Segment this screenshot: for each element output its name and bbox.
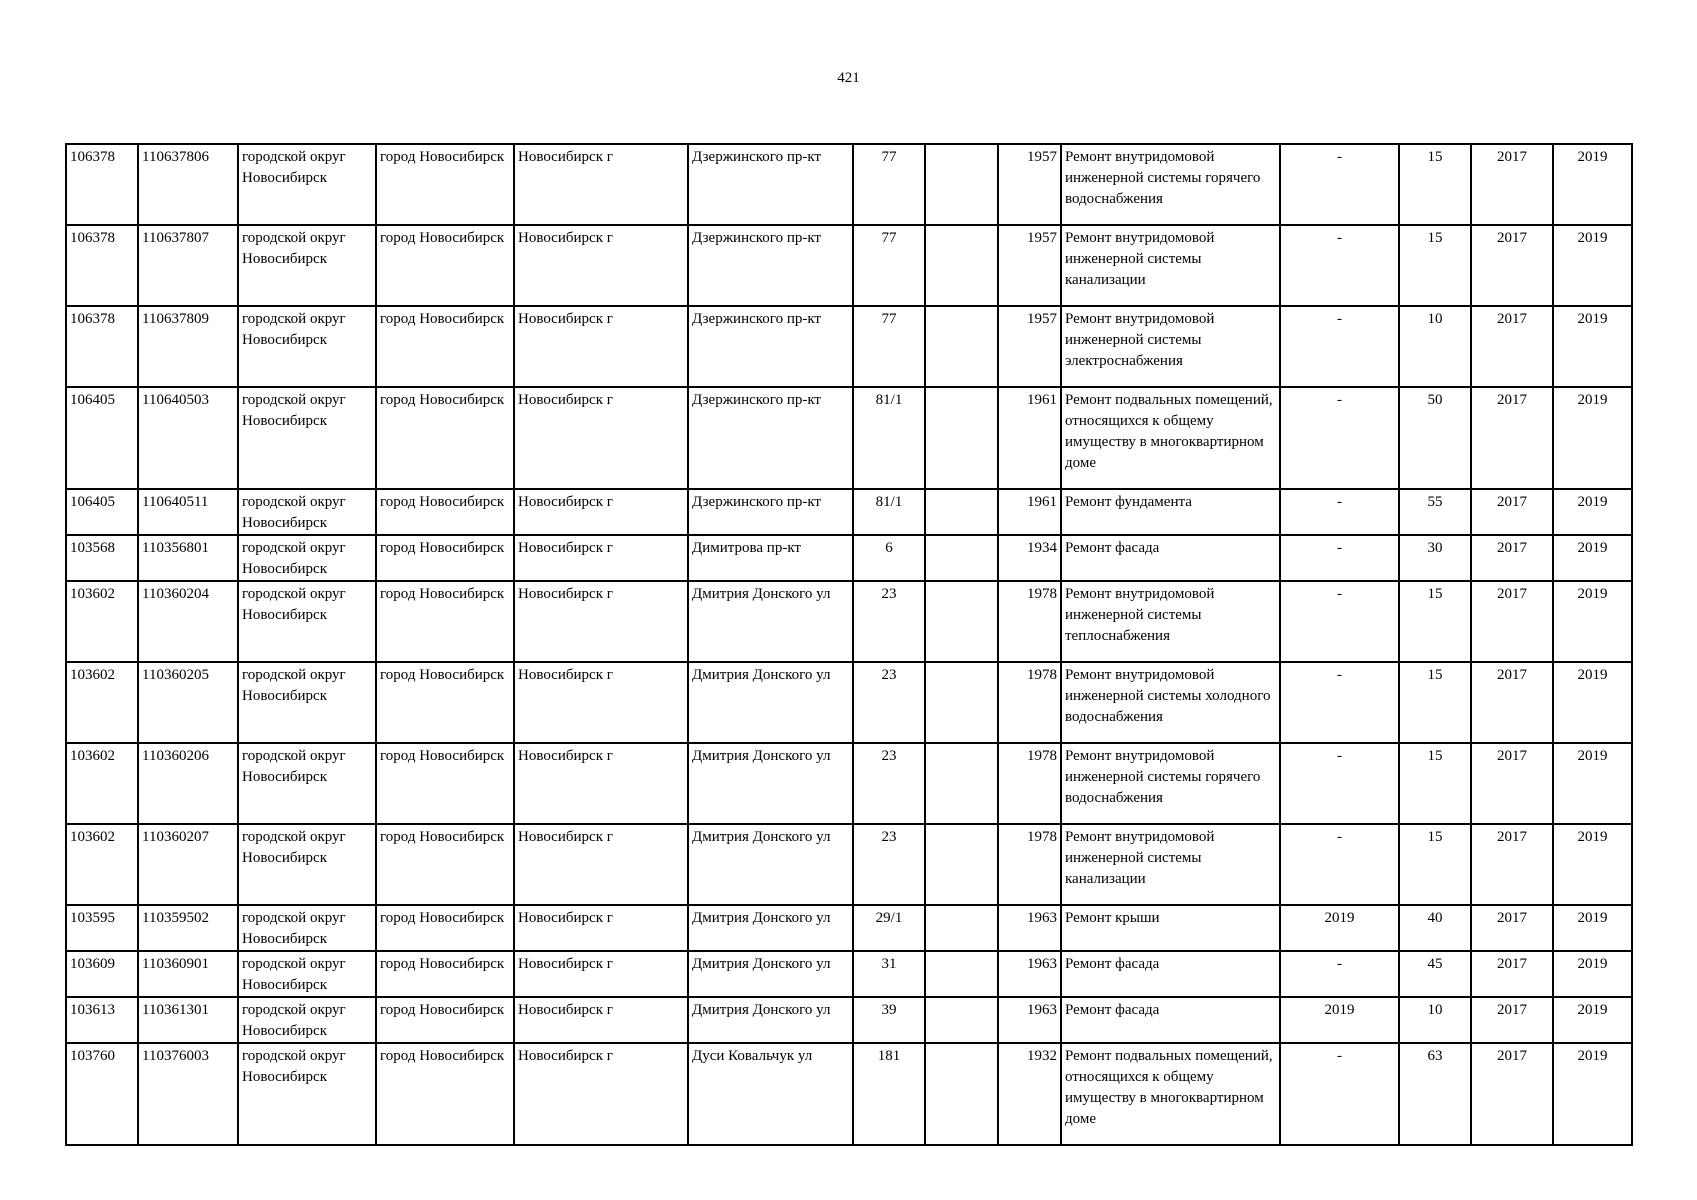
cell-build-year: 1957 (998, 144, 1061, 225)
cell-building (925, 905, 998, 951)
cell-value: 55 (1399, 489, 1471, 535)
cell-work-id: 110360901 (138, 951, 238, 997)
cell-municipal-district: городской округ Новосибирск (238, 743, 376, 824)
cell-work-id: 110637809 (138, 306, 238, 387)
cell-house-id: 103602 (66, 743, 138, 824)
table-row (66, 905, 1632, 951)
cell-settlement: город Новосибирск (376, 662, 514, 743)
cell-municipal-district: городской округ Новосибирск (238, 387, 376, 489)
cell-value: 15 (1399, 743, 1471, 824)
table-row (66, 997, 1632, 1043)
cell-municipal-district: городской округ Новосибирск (238, 662, 376, 743)
cell-last-repair-year: - (1280, 581, 1399, 662)
table-body (66, 144, 1632, 1145)
cell-building (925, 535, 998, 581)
cell-street: Димитрова пр-кт (688, 535, 853, 581)
cell-work-id: 110361301 (138, 997, 238, 1043)
cell-work-id: 110360204 (138, 581, 238, 662)
cell-house-number: 81/1 (853, 387, 925, 489)
cell-settlement: город Новосибирск (376, 743, 514, 824)
cell-period-end: 2019 (1553, 743, 1632, 824)
cell-house-number: 77 (853, 306, 925, 387)
cell-locality: Новосибирск г (514, 997, 688, 1043)
cell-work-id: 110360205 (138, 662, 238, 743)
cell-house-id: 106378 (66, 306, 138, 387)
cell-settlement: город Новосибирск (376, 997, 514, 1043)
cell-period-end: 2019 (1553, 1043, 1632, 1145)
table-row (66, 387, 1632, 489)
cell-building (925, 306, 998, 387)
cell-house-id: 106378 (66, 225, 138, 306)
cell-last-repair-year: - (1280, 489, 1399, 535)
cell-last-repair-year: 2019 (1280, 905, 1399, 951)
cell-value: 63 (1399, 1043, 1471, 1145)
cell-house-id: 103760 (66, 1043, 138, 1145)
table-row (66, 662, 1632, 743)
cell-settlement: город Новосибирск (376, 1043, 514, 1145)
cell-work-id: 110359502 (138, 905, 238, 951)
cell-municipal-district: городской округ Новосибирск (238, 535, 376, 581)
cell-work-type: Ремонт внутридомовой инженерной системы канализации (1061, 824, 1280, 905)
cell-period-start: 2017 (1471, 225, 1553, 306)
cell-municipal-district: городской округ Новосибирск (238, 581, 376, 662)
cell-building (925, 581, 998, 662)
cell-period-end: 2019 (1553, 905, 1632, 951)
cell-house-number: 6 (853, 535, 925, 581)
cell-building (925, 743, 998, 824)
cell-value: 15 (1399, 662, 1471, 743)
cell-work-type: Ремонт крыши (1061, 905, 1280, 951)
cell-locality: Новосибирск г (514, 951, 688, 997)
cell-build-year: 1932 (998, 1043, 1061, 1145)
cell-settlement: город Новосибирск (376, 387, 514, 489)
cell-work-type: Ремонт внутридомовой инженерной системы теплоснабжения (1061, 581, 1280, 662)
cell-street: Дмитрия Донского ул (688, 824, 853, 905)
cell-settlement: город Новосибирск (376, 144, 514, 225)
cell-period-end: 2019 (1553, 997, 1632, 1043)
cell-last-repair-year: - (1280, 743, 1399, 824)
cell-locality: Новосибирск г (514, 387, 688, 489)
table-row (66, 489, 1632, 535)
cell-period-end: 2019 (1553, 225, 1632, 306)
cell-settlement: город Новосибирск (376, 306, 514, 387)
cell-work-type: Ремонт фасада (1061, 951, 1280, 997)
cell-municipal-district: городской округ Новосибирск (238, 306, 376, 387)
cell-street: Дмитрия Донского ул (688, 905, 853, 951)
cell-period-end: 2019 (1553, 824, 1632, 905)
cell-build-year: 1963 (998, 905, 1061, 951)
table-row (66, 1043, 1632, 1145)
cell-last-repair-year: - (1280, 387, 1399, 489)
cell-work-type: Ремонт фундамента (1061, 489, 1280, 535)
cell-street: Дмитрия Донского ул (688, 581, 853, 662)
cell-value: 15 (1399, 824, 1471, 905)
cell-period-end: 2019 (1553, 144, 1632, 225)
cell-street: Дмитрия Донского ул (688, 997, 853, 1043)
cell-build-year: 1963 (998, 951, 1061, 997)
cell-locality: Новосибирск г (514, 824, 688, 905)
cell-build-year: 1978 (998, 581, 1061, 662)
cell-house-number: 23 (853, 743, 925, 824)
cell-period-start: 2017 (1471, 581, 1553, 662)
cell-municipal-district: городской округ Новосибирск (238, 905, 376, 951)
cell-period-start: 2017 (1471, 144, 1553, 225)
cell-house-number: 23 (853, 581, 925, 662)
cell-period-start: 2017 (1471, 535, 1553, 581)
cell-municipal-district: городской округ Новосибирск (238, 1043, 376, 1145)
cell-work-type: Ремонт внутридомовой инженерной системы канализации (1061, 225, 1280, 306)
cell-municipal-district: городской округ Новосибирск (238, 951, 376, 997)
cell-house-id: 103609 (66, 951, 138, 997)
cell-locality: Новосибирск г (514, 743, 688, 824)
cell-value: 45 (1399, 951, 1471, 997)
cell-locality: Новосибирск г (514, 581, 688, 662)
cell-work-type: Ремонт внутридомовой инженерной системы электроснабжения (1061, 306, 1280, 387)
table-row (66, 225, 1632, 306)
cell-house-number: 81/1 (853, 489, 925, 535)
cell-work-id: 110376003 (138, 1043, 238, 1145)
cell-building (925, 824, 998, 905)
cell-value: 10 (1399, 997, 1471, 1043)
cell-build-year: 1957 (998, 306, 1061, 387)
cell-period-end: 2019 (1553, 535, 1632, 581)
cell-house-number: 23 (853, 824, 925, 905)
cell-locality: Новосибирск г (514, 225, 688, 306)
cell-period-start: 2017 (1471, 662, 1553, 743)
cell-house-number: 23 (853, 662, 925, 743)
cell-house-id: 106405 (66, 387, 138, 489)
cell-building (925, 387, 998, 489)
cell-settlement: город Новосибирск (376, 225, 514, 306)
cell-street: Дзержинского пр-кт (688, 306, 853, 387)
table-row (66, 743, 1632, 824)
table-row (66, 581, 1632, 662)
cell-house-id: 103602 (66, 581, 138, 662)
cell-work-id: 110640503 (138, 387, 238, 489)
table-row (66, 951, 1632, 997)
cell-last-repair-year: - (1280, 225, 1399, 306)
cell-work-id: 110640511 (138, 489, 238, 535)
cell-work-id: 110360206 (138, 743, 238, 824)
cell-street: Дзержинского пр-кт (688, 387, 853, 489)
cell-house-id: 103568 (66, 535, 138, 581)
cell-last-repair-year: - (1280, 824, 1399, 905)
cell-value: 50 (1399, 387, 1471, 489)
table-row (66, 535, 1632, 581)
cell-settlement: город Новосибирск (376, 905, 514, 951)
cell-last-repair-year: - (1280, 306, 1399, 387)
cell-settlement: город Новосибирск (376, 489, 514, 535)
cell-house-id: 103602 (66, 824, 138, 905)
cell-locality: Новосибирск г (514, 1043, 688, 1145)
cell-period-start: 2017 (1471, 905, 1553, 951)
cell-build-year: 1934 (998, 535, 1061, 581)
cell-period-end: 2019 (1553, 387, 1632, 489)
cell-locality: Новосибирск г (514, 306, 688, 387)
cell-street: Дзержинского пр-кт (688, 489, 853, 535)
cell-house-id: 103595 (66, 905, 138, 951)
cell-locality: Новосибирск г (514, 535, 688, 581)
table-row (66, 144, 1632, 225)
cell-building (925, 951, 998, 997)
cell-house-number: 77 (853, 225, 925, 306)
cell-building (925, 225, 998, 306)
cell-period-start: 2017 (1471, 951, 1553, 997)
cell-period-start: 2017 (1471, 824, 1553, 905)
cell-street: Дмитрия Донского ул (688, 662, 853, 743)
cell-build-year: 1978 (998, 743, 1061, 824)
cell-period-start: 2017 (1471, 743, 1553, 824)
cell-build-year: 1961 (998, 489, 1061, 535)
cell-last-repair-year: - (1280, 951, 1399, 997)
cell-building (925, 662, 998, 743)
cell-municipal-district: городской округ Новосибирск (238, 824, 376, 905)
cell-street: Дмитрия Донского ул (688, 743, 853, 824)
cell-house-id: 103602 (66, 662, 138, 743)
cell-last-repair-year: - (1280, 1043, 1399, 1145)
cell-period-end: 2019 (1553, 951, 1632, 997)
cell-period-start: 2017 (1471, 306, 1553, 387)
cell-value: 15 (1399, 225, 1471, 306)
cell-build-year: 1978 (998, 662, 1061, 743)
cell-last-repair-year: - (1280, 662, 1399, 743)
cell-street: Дзержинского пр-кт (688, 144, 853, 225)
cell-period-end: 2019 (1553, 306, 1632, 387)
cell-municipal-district: городской округ Новосибирск (238, 997, 376, 1043)
cell-value: 15 (1399, 581, 1471, 662)
cell-build-year: 1978 (998, 824, 1061, 905)
cell-locality: Новосибирск г (514, 905, 688, 951)
cell-work-id: 110637807 (138, 225, 238, 306)
cell-work-type: Ремонт подвальных помещений, относящихся к общему имуществу в многоквартирном доме (1061, 387, 1280, 489)
cell-locality: Новосибирск г (514, 662, 688, 743)
cell-work-type: Ремонт подвальных помещений, относящихся к общему имуществу в многоквартирном доме (1061, 1043, 1280, 1145)
table-row (66, 824, 1632, 905)
cell-value: 30 (1399, 535, 1471, 581)
cell-street: Дмитрия Донского ул (688, 951, 853, 997)
register-table (65, 143, 1633, 1146)
cell-locality: Новосибирск г (514, 144, 688, 225)
cell-build-year: 1963 (998, 997, 1061, 1043)
page-number: 421 (837, 70, 860, 86)
cell-settlement: город Новосибирск (376, 535, 514, 581)
cell-settlement: город Новосибирск (376, 581, 514, 662)
cell-house-id: 106405 (66, 489, 138, 535)
cell-period-end: 2019 (1553, 489, 1632, 535)
cell-settlement: город Новосибирск (376, 824, 514, 905)
cell-period-start: 2017 (1471, 489, 1553, 535)
cell-work-id: 110637806 (138, 144, 238, 225)
cell-street: Дуси Ковальчук ул (688, 1043, 853, 1145)
cell-municipal-district: городской округ Новосибирск (238, 225, 376, 306)
cell-locality: Новосибирск г (514, 489, 688, 535)
cell-last-repair-year: - (1280, 535, 1399, 581)
table-row (66, 306, 1632, 387)
cell-work-id: 110356801 (138, 535, 238, 581)
cell-value: 15 (1399, 144, 1471, 225)
cell-build-year: 1961 (998, 387, 1061, 489)
cell-build-year: 1957 (998, 225, 1061, 306)
cell-work-type: Ремонт внутридомовой инженерной системы горячего водоснабжения (1061, 743, 1280, 824)
cell-period-start: 2017 (1471, 997, 1553, 1043)
cell-period-start: 2017 (1471, 1043, 1553, 1145)
cell-value: 40 (1399, 905, 1471, 951)
cell-street: Дзержинского пр-кт (688, 225, 853, 306)
cell-last-repair-year: 2019 (1280, 997, 1399, 1043)
cell-municipal-district: городской округ Новосибирск (238, 489, 376, 535)
cell-work-type: Ремонт фасада (1061, 997, 1280, 1043)
cell-house-id: 106378 (66, 144, 138, 225)
cell-work-type: Ремонт фасада (1061, 535, 1280, 581)
cell-period-end: 2019 (1553, 662, 1632, 743)
cell-house-number: 31 (853, 951, 925, 997)
cell-house-number: 181 (853, 1043, 925, 1145)
cell-house-number: 77 (853, 144, 925, 225)
cell-building (925, 489, 998, 535)
cell-value: 10 (1399, 306, 1471, 387)
cell-work-id: 110360207 (138, 824, 238, 905)
cell-building (925, 1043, 998, 1145)
cell-period-end: 2019 (1553, 581, 1632, 662)
cell-building (925, 144, 998, 225)
cell-municipal-district: городской округ Новосибирск (238, 144, 376, 225)
cell-house-number: 29/1 (853, 905, 925, 951)
cell-house-id: 103613 (66, 997, 138, 1043)
cell-building (925, 997, 998, 1043)
cell-work-type: Ремонт внутридомовой инженерной системы холодного водоснабжения (1061, 662, 1280, 743)
cell-work-type: Ремонт внутридомовой инженерной системы горячего водоснабжения (1061, 144, 1280, 225)
cell-period-start: 2017 (1471, 387, 1553, 489)
cell-settlement: город Новосибирск (376, 951, 514, 997)
cell-house-number: 39 (853, 997, 925, 1043)
cell-last-repair-year: - (1280, 144, 1399, 225)
